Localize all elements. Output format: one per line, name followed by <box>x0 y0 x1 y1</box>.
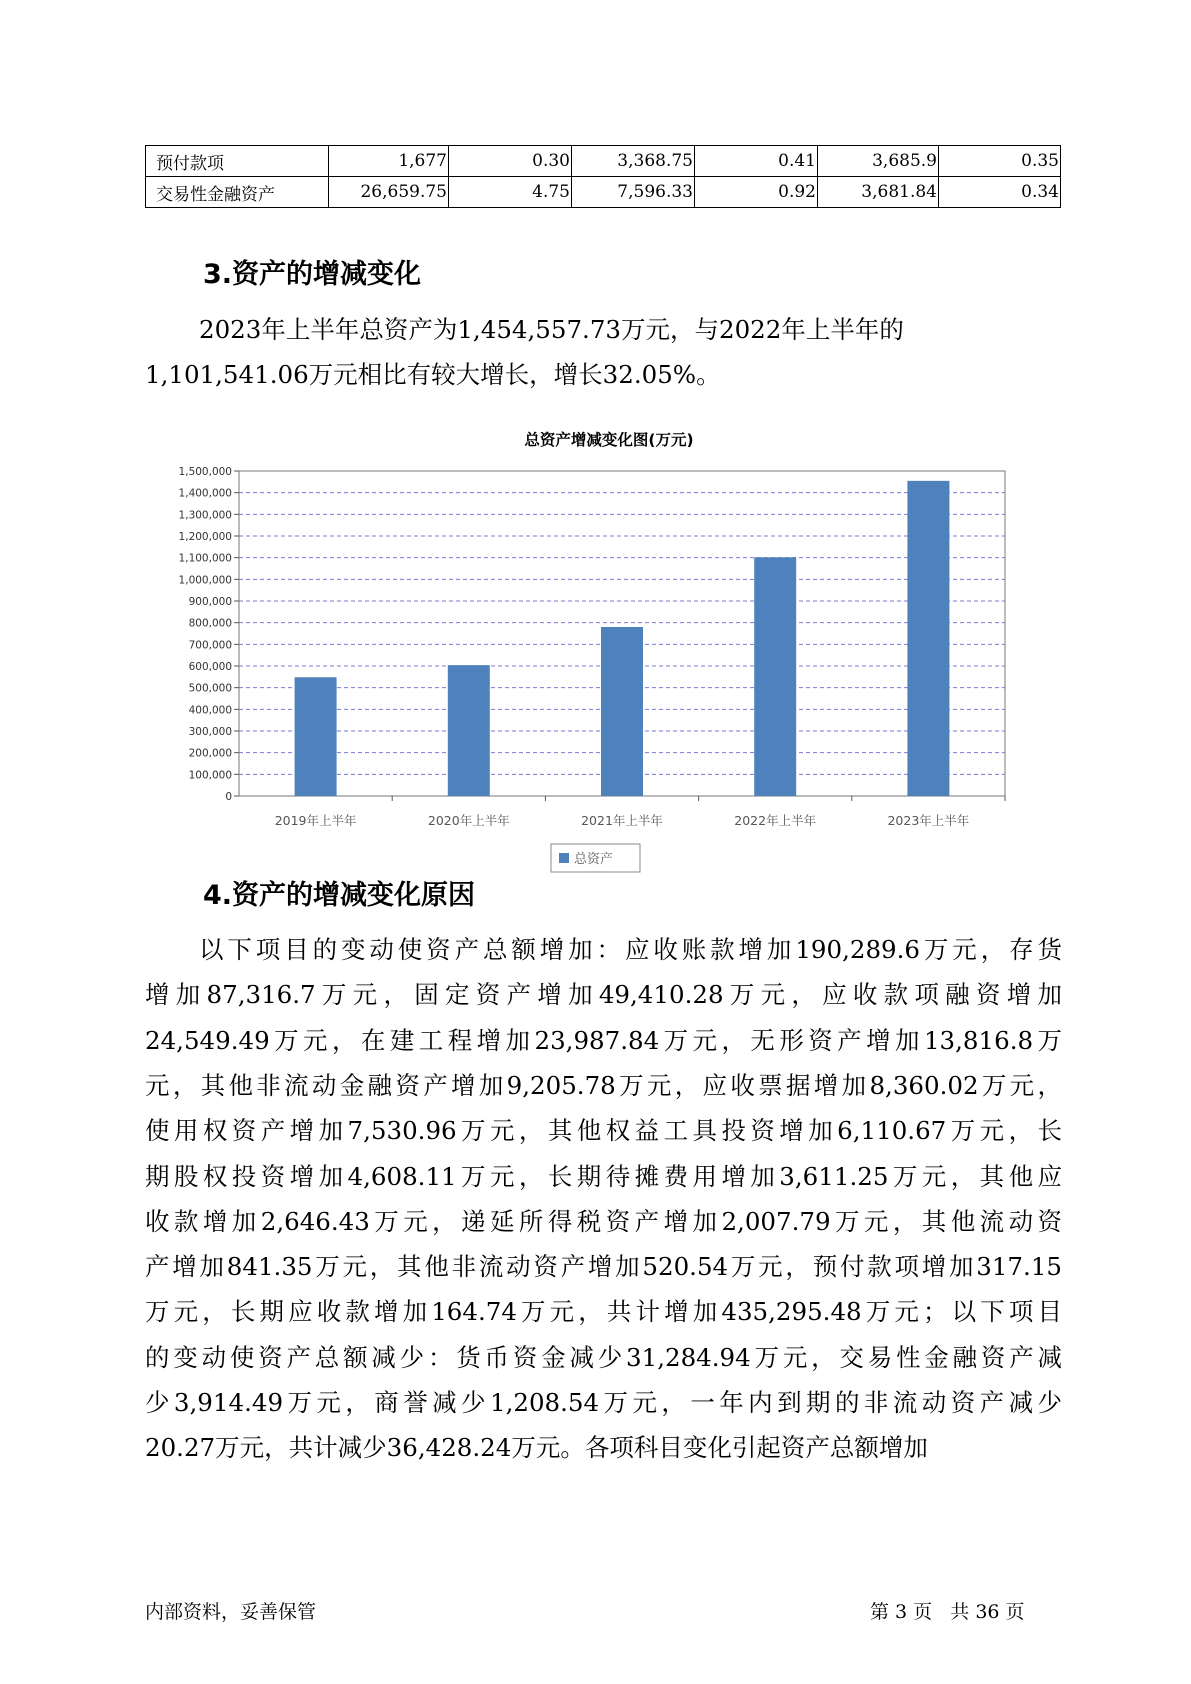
table-cell: 0.41 <box>695 146 818 177</box>
bar <box>295 677 337 796</box>
y-axis <box>179 466 239 803</box>
x-tick-label: 2022年上半年 <box>734 813 817 828</box>
bar <box>601 627 643 796</box>
y-tick-label: 500,000 <box>188 682 232 695</box>
x-tick-label: 2021年上半年 <box>581 813 663 828</box>
y-tick-label: 400,000 <box>188 704 232 717</box>
paragraph-line: 的变动使资产总额减少：货币资金减少31,284.94万元，交易性金融资产减 <box>145 1342 1062 1372</box>
paragraph-line: 以下项目的变动使资产总额增加：应收账款增加190,289.6万元，存货 <box>199 935 1062 964</box>
bar <box>907 481 949 796</box>
x-tick-label: 2020年上半年 <box>427 813 510 828</box>
table-cell: 0.30 <box>449 146 572 177</box>
table-cell: 1,677 <box>329 146 449 177</box>
table-cell: 26,659.75 <box>329 177 449 208</box>
bar <box>448 665 490 796</box>
y-tick-label: 1,000,000 <box>178 574 232 587</box>
legend-label: 总资产 <box>574 852 614 867</box>
y-tick-label: 0 <box>225 791 232 803</box>
legend-swatch <box>559 853 569 863</box>
paragraph-line: 产增加841.35万元，其他非流动资产增加520.54万元，预付款项增加317.15 <box>145 1252 1062 1282</box>
paragraph-line: 增加87,316.7万元，固定资产增加49,410.28万元，应收款项融资增加 <box>145 980 1062 1010</box>
section-heading: 3.资产的增减变化 <box>203 259 422 290</box>
table-cell: 7,596.33 <box>572 177 695 208</box>
paragraph-line: 24,549.49万元，在建工程增加23,987.84万元，无形资产增加13,816.8万 <box>145 1025 1062 1055</box>
paragraph-line: 期股权投资增加4,608.11万元，长期待摊费用增加3,611.25万元，其他应 <box>145 1161 1062 1191</box>
chart-legend <box>551 844 640 872</box>
paragraph-line: 少3,914.49万元，商誉减少1,208.54万元，一年内到期的非流动资产减少 <box>145 1388 1062 1417</box>
footer-page-number: 第 3 页 共 36 页 <box>870 1601 1025 1623</box>
paragraph-line: 1,101,541.06万元相比有较大增长，增长32.05%。 <box>145 360 721 389</box>
bar-chart <box>145 455 1075 880</box>
section-heading: 4.资产的增减变化原因 <box>203 880 476 911</box>
x-tick-label: 2019年上半年 <box>274 813 357 828</box>
y-tick-label: 200,000 <box>188 747 232 760</box>
table-cell: 交易性金融资产 <box>146 177 329 208</box>
paragraph-line: 收款增加2,646.43万元，递延所得税资产增加2,007.79万元，其他流动资 <box>145 1206 1062 1236</box>
y-tick-label: 300,000 <box>188 726 232 738</box>
y-tick-label: 1,300,000 <box>178 509 232 522</box>
y-tick-label: 1,100,000 <box>178 552 232 565</box>
chart-title: 总资产增减变化图(万元) <box>524 431 694 449</box>
y-tick-label: 800,000 <box>188 617 232 630</box>
bar-series <box>295 481 950 796</box>
paragraph-line: 元，其他非流动金融资产增加9,205.78万元，应收票据增加8,360.02万元， <box>145 1070 1062 1100</box>
table-cell: 4.75 <box>449 177 572 208</box>
y-tick-label: 100,000 <box>188 769 232 782</box>
paragraph-line: 20.27万元，共计减少36,428.24万元。各项科目变化引起资产总额增加 <box>145 1433 928 1463</box>
asset-table <box>145 145 1061 208</box>
table-cell: 3,368.75 <box>572 146 695 177</box>
y-tick-label: 1,400,000 <box>178 487 232 500</box>
table-cell: 0.35 <box>939 146 1061 177</box>
paragraph-line: 2023年上半年总资产为1,454,557.73万元，与2022年上半年的 <box>199 315 904 344</box>
footer-left: 内部资料，妥善保管 <box>145 1601 317 1623</box>
bar <box>754 557 796 796</box>
table-cell: 0.34 <box>939 177 1061 208</box>
table-cell: 3,681.84 <box>818 177 939 208</box>
y-tick-label: 1,200,000 <box>178 531 232 543</box>
x-axis <box>275 796 1005 828</box>
y-tick-label: 600,000 <box>188 661 232 673</box>
x-tick-label: 2023年上半年 <box>887 813 970 828</box>
y-tick-label: 700,000 <box>188 639 232 652</box>
y-tick-label: 1,500,000 <box>178 466 232 478</box>
paragraph-line: 万元，长期应收款增加164.74万元，共计增加435,295.48万元；以下项目 <box>145 1297 1062 1327</box>
table-row <box>146 146 1061 177</box>
table-cell: 预付款项 <box>146 146 329 177</box>
paragraph-line: 使用权资产增加7,530.96万元，其他权益工具投资增加6,110.67万元，长 <box>145 1116 1062 1146</box>
table-row <box>146 177 1061 208</box>
table-cell: 0.92 <box>695 177 818 208</box>
table-cell: 3,685.9 <box>818 146 939 177</box>
y-tick-label: 900,000 <box>188 596 232 608</box>
